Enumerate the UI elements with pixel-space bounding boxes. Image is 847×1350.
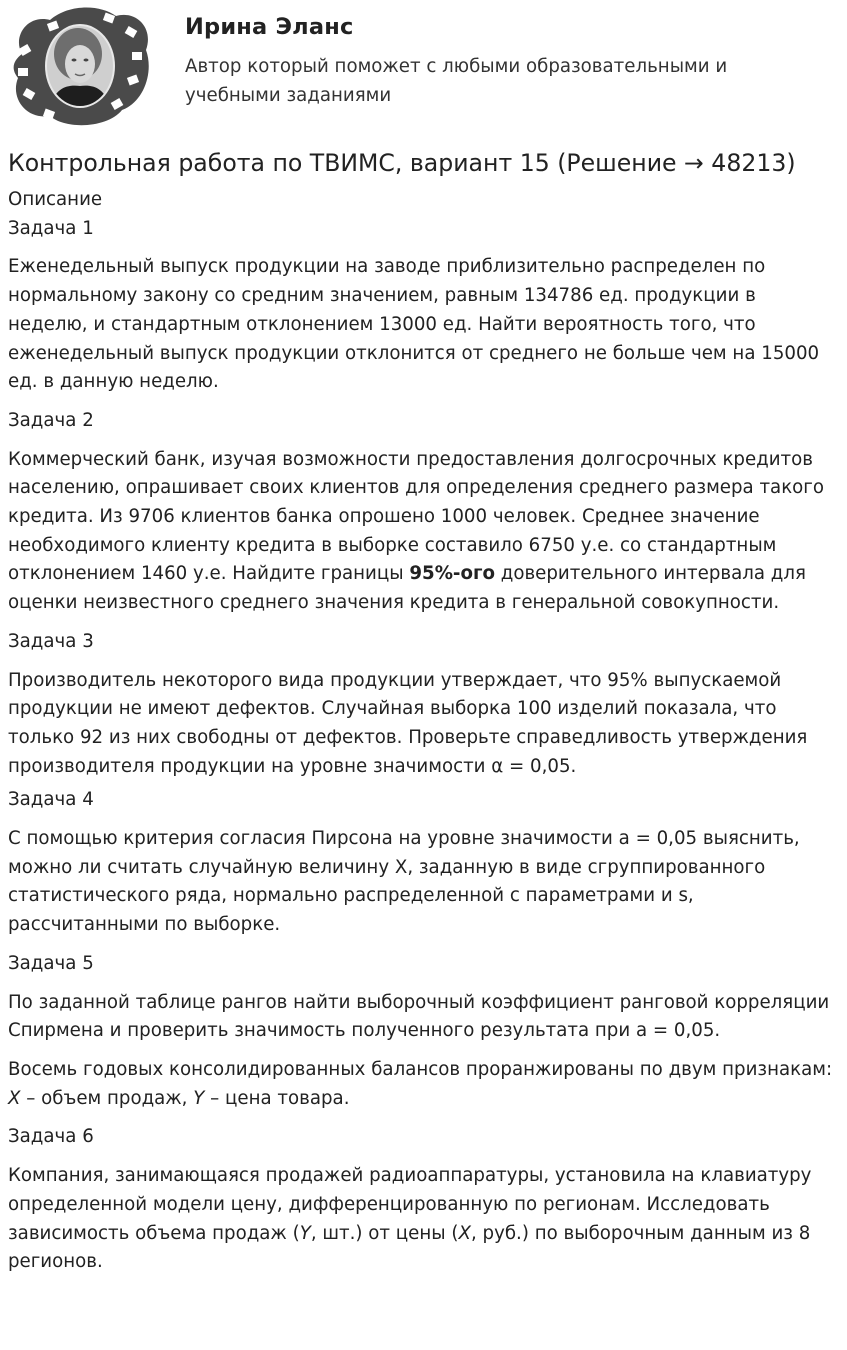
task-5-text-2a: Восемь годовых консолидированных балансов проранжированы по двум признакам: bbox=[8, 1058, 833, 1080]
task-5-text-2 bbox=[8, 1056, 840, 1113]
task-1-label: Задача 1 bbox=[8, 217, 94, 239]
page-title: Контрольная работа по ТВИМС, вариант 15 (Решение → 48213) bbox=[8, 149, 796, 177]
task-6-label: Задача 6 bbox=[8, 1126, 94, 1148]
task-6-text bbox=[8, 1162, 840, 1277]
task-3-label: Задача 3 bbox=[8, 630, 94, 652]
author-avatar[interactable] bbox=[8, 6, 152, 128]
description-label: Описание bbox=[8, 189, 103, 210]
task-5-label: Задача 5 bbox=[8, 952, 94, 974]
task-2-text bbox=[8, 446, 840, 618]
task-2-text-bold: 95%-ого bbox=[409, 563, 495, 585]
task-5-var-y: Y bbox=[193, 1087, 205, 1109]
task-1-text: Еженедельный выпуск продукции на заводе приблизительно распределен по нормальному закону со средним значением, равным 134786 ед. продукции в неделю, и стандартным отклонением 13000 ед. Найти вероятность того, что еженедельный выпуск продукции отклонится от среднего не больше чем на 15000 ед. в данную неделю. bbox=[8, 256, 820, 393]
author-name[interactable]: Ирина Эланс bbox=[185, 14, 354, 40]
task-6-text-a: Компания, занимающаяся продажей радиоаппаратуры, установила на клавиатуру определенной модели цену, дифференцированную по регионам. Исследовать зависимость объема продаж ( bbox=[8, 1165, 812, 1244]
task-3-text: Производитель некоторого вида продукции утверждает, что 95% выпускаемой продукции не имеют дефектов. Случайная выборка 100 изделий показала, что только 92 из них свободны от дефектов. Проверьте справедливость утверждения производителя продукции на уровне значимости α = 0,05. bbox=[8, 669, 808, 777]
task-2-text-a: Коммерческий банк, изучая возможности предоставления долгосрочных кредитов населению, опрашивает своих клиентов для определения среднего размера такого кредита. Из 9706 клиентов банка опрошено 1000 человек. Среднее значение необходимого клиенту кредита в выборке составило 6750 у.е. со стандартным отклонением 1460 у.е. Найдите границы bbox=[8, 448, 824, 585]
task-6-text-b: , шт.) от цены ( bbox=[310, 1222, 459, 1244]
task-6-text-c: , руб.) по выборочным данным из 8 регионов. bbox=[8, 1222, 811, 1273]
task-2-text-b: доверительного интервала для оценки неизвестного среднего значения кредита в генеральной совокупности. bbox=[8, 563, 806, 614]
task-5-var-x: X bbox=[8, 1087, 21, 1109]
task-4-label: Задача 4 bbox=[8, 789, 94, 811]
task-5-text-2c: – цена товара. bbox=[204, 1087, 350, 1109]
author-description: Автор который поможет с любыми образовательными и учебными заданиями bbox=[185, 56, 728, 106]
task-2-label: Задача 2 bbox=[8, 409, 94, 431]
task-6-var-x: X bbox=[458, 1222, 471, 1244]
task-5-text-2b: – объем продаж, bbox=[20, 1087, 194, 1109]
task-4-text: С помощью критерия согласия Пирсона на уровне значимости а = 0,05 выяснить, можно ли считать случайную величину X, заданную в виде сгруппированного статистического ряда, нормально распределенной с параметрами и s, рассчитанными по выборке. bbox=[8, 828, 800, 936]
task-5-text: По заданной таблице рангов найти выборочный коэффициент ранговой корреляции Спирмена и проверить значимость полученного результата при а = 0,05. bbox=[8, 991, 830, 1042]
task-6-var-y: Y bbox=[299, 1222, 311, 1244]
author-card bbox=[8, 6, 838, 130]
task-content bbox=[8, 186, 840, 1277]
